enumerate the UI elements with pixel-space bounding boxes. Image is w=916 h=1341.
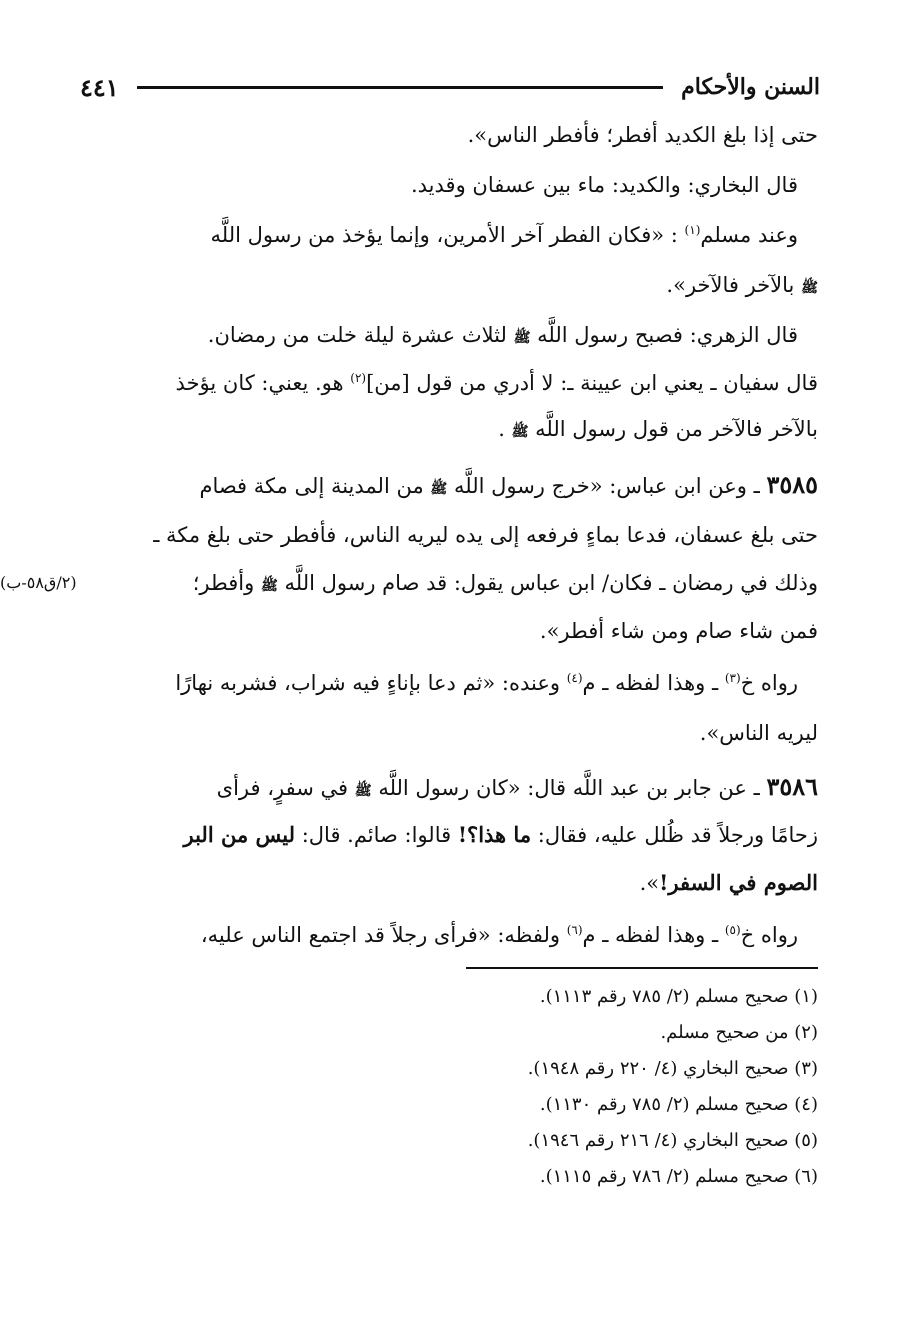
text-line	[193, 566, 818, 600]
text-line	[211, 218, 799, 252]
text-line	[666, 268, 818, 302]
margin-manuscript-note	[0, 566, 77, 600]
text-line	[184, 818, 819, 852]
salla-ligature: ﷺ	[801, 280, 818, 296]
line-text: في سفرٍ، فرأى	[216, 776, 355, 800]
text-line	[208, 318, 798, 352]
line-text: زحامًا ورجلاً قد ظُلل عليه، فقال:	[531, 823, 818, 847]
salla-ligature: ﷺ	[513, 330, 531, 346]
footnote-item	[540, 982, 818, 1012]
text-line	[540, 614, 818, 648]
line-text: وذلك في رمضان ـ فكان/ ابن عباس يقول: قد صام رسول اللَّه	[277, 571, 818, 595]
header-title: السنن والأحكام	[681, 74, 820, 100]
line-text: وعند مسلم	[700, 223, 798, 247]
salla-ligature: ﷺ	[260, 578, 278, 594]
line-text: بالآخر فالآخر».	[666, 273, 802, 297]
footnote-ref[interactable]: (٤)	[566, 671, 583, 685]
text-line	[153, 518, 818, 552]
footnote-item	[528, 1054, 818, 1084]
footnote-text: (٣) صحيح البخاري (٤/ ٢٢٠ رقم ١٩٤٨).	[527, 1058, 818, 1079]
line-text: قال الزهري: فصبح رسول اللَّه	[530, 323, 798, 347]
footnote-ref[interactable]: (٥)	[724, 923, 741, 937]
line-text: بالآخر فالآخر من قول رسول اللَّه	[528, 417, 818, 441]
text-line	[468, 118, 818, 152]
hadith-3586-line	[217, 770, 818, 804]
line-text: ».	[639, 871, 660, 895]
footnote-item	[540, 1162, 818, 1192]
footnote-text: (٤) صحيح مسلم (٢/ ٧٨٥ رقم ١١٣٠).	[539, 1094, 818, 1115]
hadith-number: ٣٥٨٦	[766, 772, 818, 801]
text-line	[175, 666, 798, 700]
text-line	[411, 168, 798, 202]
hadith-3585-line	[199, 468, 818, 502]
footnote-ref[interactable]: (٣)	[724, 671, 741, 685]
text-line	[640, 866, 818, 900]
text-line	[201, 918, 798, 952]
footnote-text: (٦) صحيح مسلم (٢/ ٧٨٦ رقم ١١١٥).	[539, 1166, 818, 1187]
line-text: .	[498, 417, 512, 441]
line-text: ولفظه: «فرأى رجلاً قد اجتمع الناس عليه،	[200, 923, 567, 947]
footnote-ref[interactable]: (٢)	[350, 371, 367, 385]
bold-text: ليس من البر	[183, 822, 296, 847]
line-text: فمن شاء صام ومن شاء أفطر».	[539, 619, 818, 643]
text-line	[498, 412, 818, 446]
header-rule	[137, 86, 663, 89]
text-line	[176, 366, 818, 400]
footnote-text: (١) صحيح مسلم (٢/ ٧٨٥ رقم ١١١٣).	[539, 986, 818, 1007]
line-text: هو. يعني: كان يؤخذ	[175, 371, 351, 395]
line-text: لثلاث عشرة ليلة خلت من رمضان.	[207, 323, 514, 347]
line-text: قالوا: صائم. قال:	[295, 823, 458, 847]
line-text: : «فكان الفطر آخر الأمرين، وإنما يؤخذ من رسول اللَّه	[210, 223, 685, 247]
line-text: حتى إذا بلغ الكديد أفطر؛ فأفطر الناس».	[467, 123, 818, 147]
margin-note-text: (٢/ق٥٨-ب)	[0, 573, 77, 592]
bold-text: الصوم في السفر!	[659, 870, 818, 895]
salla-ligature: ﷺ	[354, 783, 372, 799]
line-text: ليريه الناس».	[699, 721, 818, 745]
line-text: ـ وهذا لفظه ـ م	[582, 671, 725, 695]
footnote-item	[660, 1018, 818, 1048]
footnote-separator	[466, 967, 818, 969]
page-number: ٤٤١	[80, 72, 119, 102]
line-text: رواه خ	[740, 671, 798, 695]
line-text: حتى بلغ عسفان، فدعا بماءٍ فرفعه إلى يده ليريه الناس، فأفطر حتى بلغ مكة ـ	[153, 523, 818, 547]
hadith-number: ٣٥٨٥	[766, 470, 818, 499]
line-text: من المدينة إلى مكة فصام	[199, 474, 431, 498]
line-text: رواه خ	[740, 923, 798, 947]
salla-ligature: ﷺ	[430, 481, 448, 497]
line-text: قال البخاري: والكديد: ماء بين عسفان وقديد.	[410, 173, 798, 197]
line-text: وأفطر؛	[192, 571, 261, 595]
footnote-ref[interactable]: (٦)	[566, 923, 583, 937]
running-header	[80, 64, 820, 110]
line-text: ـ عن جابر بن عبد اللَّه قال: «كان رسول اللَّه	[371, 776, 767, 800]
footnote-text: (٥) صحيح البخاري (٤/ ٢١٦ رقم ١٩٤٦).	[527, 1130, 818, 1151]
salla-ligature: ﷺ	[511, 424, 529, 440]
footnote-text: (٢) من صحيح مسلم.	[660, 1022, 818, 1043]
line-text: ـ وهذا لفظه ـ م	[582, 923, 725, 947]
line-text: وعنده: «ثم دعا بإناءٍ فيه شراب، فشربه نهارًا	[175, 671, 567, 695]
footnote-item	[528, 1126, 818, 1156]
footnote-ref[interactable]: (١)	[684, 223, 701, 237]
line-text: ـ وعن ابن عباس: «خرج رسول اللَّه	[447, 474, 767, 498]
text-line	[700, 716, 818, 750]
line-text: قال سفيان ـ يعني ابن عيينة ـ: لا أدري من قول [من]	[366, 371, 818, 395]
footnote-item	[540, 1090, 818, 1120]
bold-text: ما هذا؟!	[457, 822, 532, 847]
